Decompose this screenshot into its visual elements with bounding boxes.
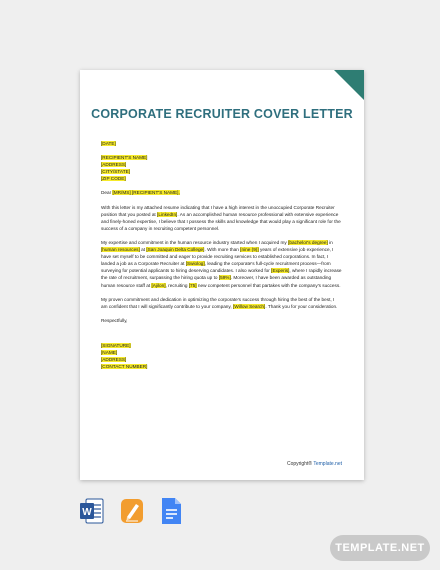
copyright-footer: Copyright® Template.net xyxy=(286,461,342,467)
paragraph-1: With this letter is my attached resume indicating that I have a high interest in the unoccupied Corporate Recruiter position that you posted at [LinkedIn]. As an accomplished human resource professional with extensive experience and finely-honed expertise, I believe that I possess the skills and knowledge that would play a significant role for the success of a company in recruiting competent personnel. xyxy=(101,204,341,231)
address-field: [ADDRESS] xyxy=(101,357,127,363)
paragraph-2: My expertise and commitment in the human resource industry started when I acquired my [bachelor's degree] in [human resources] at [San Joaquin Delta College]. With more than [nine (9)] years of extensive job experience, I have set myself to be committed and eager to provide recruiting services to established corporations. In fact, I landed a job as a Corporate Recruiter at [Swiolog], leading the corporate's full-cycle recruitment process—from surveying for potential applicants to hiring deserving candidates. I also worked for [Experis], where I rapidly increase the rate of recruitment, surpassing the hiring quota up to [59%]. Moreover, I have been awarded as outstanding human resource staff at [Ajilon], recruiting [75] new competent personnel that partakes with the company's success. xyxy=(101,239,342,288)
word-icon[interactable] xyxy=(80,497,102,525)
date-field: [DATE] xyxy=(101,141,116,146)
letter-body xyxy=(101,140,342,377)
company-field: [Willow Search] xyxy=(233,303,266,309)
recipient-name-field: [RECIPIENT'S NAME] xyxy=(101,155,148,161)
recipient-city-field: [CITY/STATE] xyxy=(101,169,130,175)
paragraph-3: My proven commitment and dedication in optimizing the corporate's success through hiring the best of the best, I am confident that I will significantly contribute to your company, [Willow Search]. Thank you for your consideration. xyxy=(101,296,338,309)
closing: Respectfully, xyxy=(101,317,128,323)
signature-field: [SIGNATURE] xyxy=(101,342,131,348)
google-docs-icon[interactable] xyxy=(161,497,183,525)
recipient-address-field: [ADDRESS] xyxy=(101,162,127,168)
date-block xyxy=(101,140,342,147)
footer-brand-link[interactable]: Template.net xyxy=(313,461,342,467)
salutation: Dear [MR/MS] [RECIPIENT'S NAME], xyxy=(101,190,180,196)
letter-page xyxy=(80,70,364,480)
svg-text:W: W xyxy=(82,507,92,518)
pages-icon[interactable] xyxy=(121,497,143,525)
corner-ribbon xyxy=(334,70,364,100)
template-net-badge[interactable]: TEMPLATE.NET xyxy=(330,535,430,561)
recipient-zip-field: [ZIP CODE] xyxy=(101,176,126,182)
job-site-field: [LinkedIn] xyxy=(157,211,178,217)
recipient-block xyxy=(101,154,342,182)
salutation-field: [MR/MS] [RECIPIENT'S NAME], xyxy=(112,190,180,196)
signature-block xyxy=(101,342,342,370)
page-title: CORPORATE RECRUITER COVER LETTER xyxy=(91,107,353,121)
name-field: [NAME] xyxy=(101,349,118,355)
contact-number-field: [CONTACT NUMBER] xyxy=(101,364,148,370)
